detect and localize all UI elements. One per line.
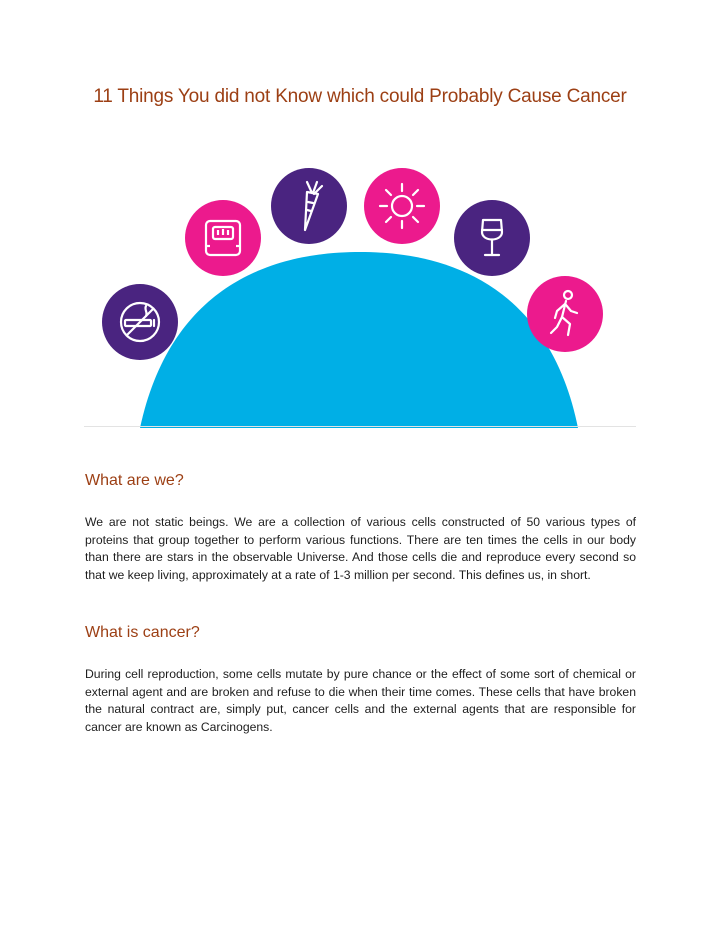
wine-glass-icon bbox=[454, 200, 530, 276]
weighing-scale-icon bbox=[185, 200, 261, 276]
page-title: 11 Things You did not Know which could Probably Cause Cancer bbox=[93, 86, 627, 107]
walking-person-icon bbox=[527, 276, 603, 352]
carrot-icon bbox=[271, 168, 347, 244]
paragraph-what-are-we: We are not static beings. We are a collection of various cells constructed of 50 various types of proteins that group together to perform various functions. There are ten times the cells in our body than there are stars in the observable Universe. And those cells die and reproduce every second so that we keep living, approximately at a rate of 1-3 million per second. This defines us, in short. bbox=[85, 515, 636, 582]
no-smoking-icon bbox=[102, 284, 178, 360]
section-heading-what-is-cancer: What is cancer? bbox=[85, 624, 200, 641]
divider-line bbox=[84, 426, 636, 427]
sun-icon bbox=[364, 168, 440, 244]
hero-illustration bbox=[84, 160, 636, 430]
paragraph-what-is-cancer: During cell reproduction, some cells mutate by pure chance or the effect of some sort of chemical or external agent and are broken and refuse to die when their time comes. These cells that have broken the natural contract are, simply put, cancer cells and the external agents that are responsible for cancer are known as Carcinogens. bbox=[85, 667, 636, 734]
dome-shape bbox=[140, 252, 578, 428]
section-heading-what-are-we: What are we? bbox=[85, 472, 184, 489]
